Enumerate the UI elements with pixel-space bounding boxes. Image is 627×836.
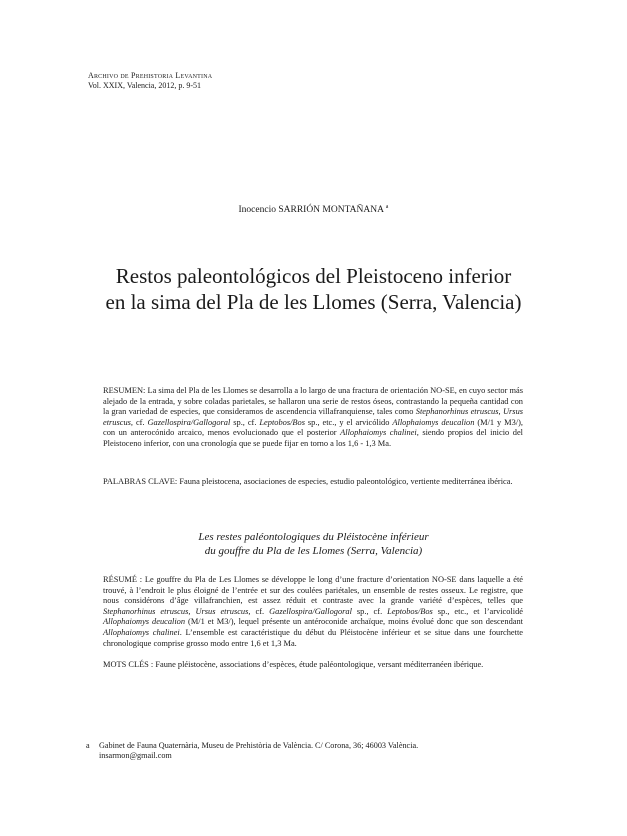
footnote-email[interactable]: insarmon@gmail.com [99, 751, 172, 760]
abstract-text: (M/1 et M3/), lequel présente un antéroconide archaïque, moins évolué donc que son descendant [185, 617, 523, 627]
species-name: Allophaiomys chalinei [103, 627, 180, 637]
journal-header [88, 71, 212, 91]
abstract-text: , siendo propios del inicio del Pleistoceno inferior, con una cronología que se puede fijar en torno a los 1,6 - 1,3 Ma. [103, 428, 524, 448]
abstract-text: RÉSUMÉ : Le gouffre du Pla de Les Llomes se développe le long d’une fracture d’orientation NO-SE dans laquelle a été trouvé, à l’endroit le plus éloigné de l’entrée et sur des coulées pariétales, un ensemble de restes osseux. Le registre, que nous considérons d’âge villafranchien, est assez réduit et contraste avec la grande variété d’espèces, telles que [103, 575, 523, 606]
abstract-text: sp., cf. [351, 606, 388, 616]
abstract-text: sp., cf. [230, 417, 260, 427]
species-name: Ursus etruscus [195, 606, 249, 616]
species-name: Leptobos/Bos [259, 417, 305, 427]
species-name: Allophaiomys deucalion [103, 617, 186, 627]
abstract-text: , cf. [130, 417, 148, 427]
species-name: Gazellospira/Gallogoral [269, 606, 352, 616]
french-title [0, 531, 627, 558]
abstract-french [103, 575, 523, 649]
abstract-text: sp., etc., y el arvicólido [304, 417, 393, 427]
author-name: Inocencio SARRIÓN MONTAÑANA [238, 205, 384, 216]
species-name: Leptobos/Bos [387, 606, 433, 616]
author-line [0, 204, 627, 215]
keywords-spanish: PALABRAS CLAVE: Fauna pleistocena, asociaciones de especies, estudio paleontológico, vertiente mediterránea ibérica. [103, 477, 513, 486]
french-title-line-1: Les restes paléontologiques du Pléistocène inférieur [198, 531, 429, 543]
abstract-text: , [498, 407, 503, 417]
species-name: Allophaiomys chalinei [340, 428, 417, 438]
journal-name: Archivo de Prehistoria Levantina [88, 71, 213, 80]
species-name: Stephanorhinus etruscus [415, 407, 499, 417]
abstract-text: RESUMEN: La sima del Pla de les Llomes se desarrolla a lo largo de una fractura de orientación NO-SE, en cuyo sector más alejado de la entrada, y sobre coladas parietales, se hallaron una serie de restos óseos, contrastando la pequeña cantidad con la gran variedad de especies, que consideramos de ascendencia villafranquiense, tales como [103, 386, 523, 417]
species-name: Ursus etruscus [103, 407, 524, 427]
abstract-text: (M/1 y M3/), con un anterocónido arcaico, menos evolucionado que el posterior [103, 417, 523, 438]
title-line-1: Restos paleontológicos del Pleistoceno inferior [115, 264, 512, 288]
abstract-text: , cf. [248, 606, 270, 616]
species-name: Gazellospira/Gallogoral [147, 417, 231, 427]
french-title-line-2: du gouffre du Pla de les Llomes (Serra, Valencia) [204, 544, 423, 557]
journal-issue: Vol. XXIX, Valencia, 2012, p. 9-51 [88, 81, 202, 90]
keywords-french: MOTS CLÉS : Faune pléistocène, associations d’espèces, étude paléontologique, versant méditerranéen ibérique. [103, 660, 484, 669]
author-affiliation-mark: a [385, 204, 389, 210]
abstract-text: . L’ensemble est caractéristique du début du Pléistocène inférieur et se situe dans une fourchette chronologique comprise grosso modo entre 1,6 et 1,3 Ma. [103, 627, 523, 648]
page-title [0, 263, 627, 315]
species-name: Stephanorhinus etruscus [103, 606, 189, 616]
abstract-text: sp., etc., et l’arvicolidé [432, 606, 524, 616]
species-name: Allophaiomys deucalion [392, 417, 475, 427]
abstract-spanish [103, 386, 523, 450]
title-line-2: en la sima del Pla de les Llomes (Serra, Valencia) [105, 290, 522, 314]
abstract-text: , [188, 606, 196, 616]
footnote-affiliation: Gabinet de Fauna Quaternària, Museu de Prehistòria de València. C/ Corona, 36; 46003 València. [99, 741, 419, 750]
footnote-mark: a [86, 741, 90, 750]
